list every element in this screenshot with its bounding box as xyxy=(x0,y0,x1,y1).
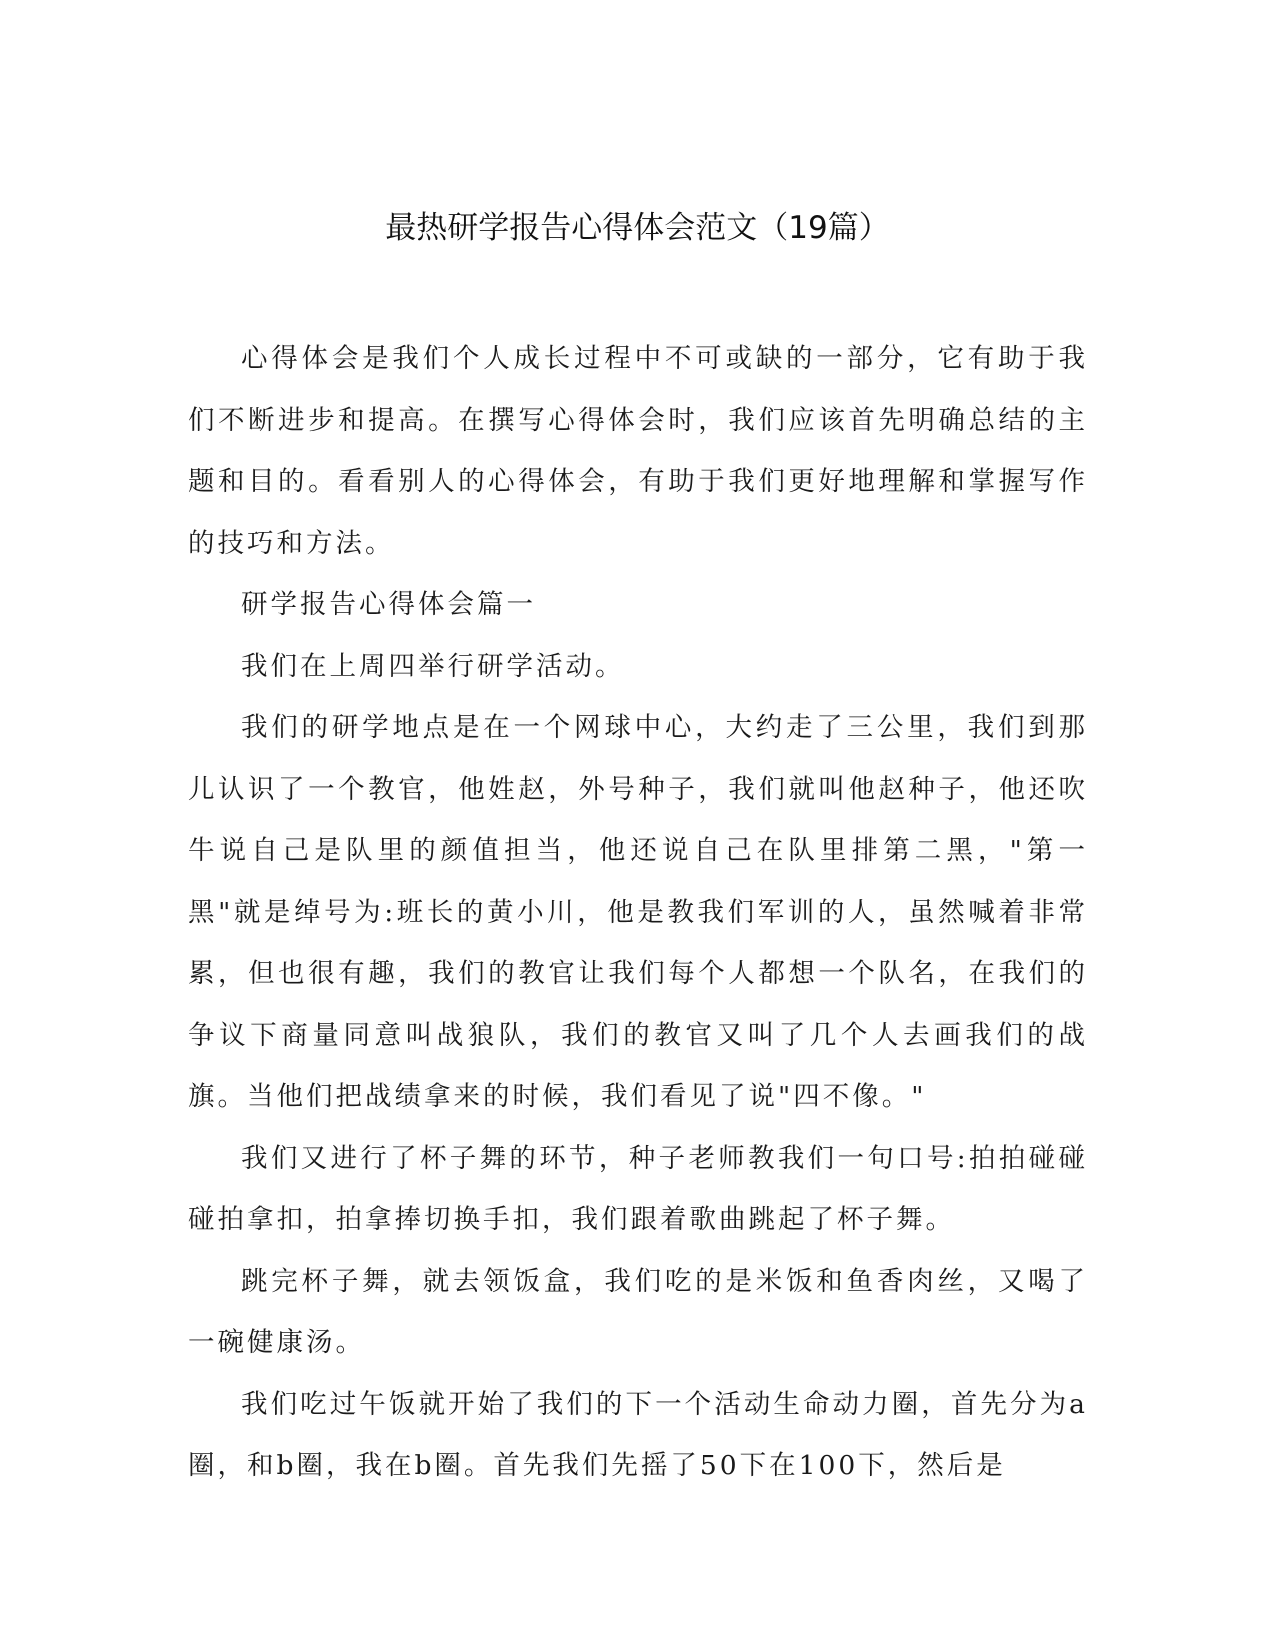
document-title: 最热研学报告心得体会范文（19篇） xyxy=(385,210,890,246)
body-paragraph: 我们吃过午饭就开始了我们的下一个活动生命动力圈，首先分为a圈，和b圈，我在b圈。首先我们先摇了50下在100下，然后是 xyxy=(188,1388,1088,1481)
document-body xyxy=(188,328,1088,1497)
body-paragraph: 我们在上周四举行研学活动。 xyxy=(241,650,625,682)
intro-paragraph: 心得体会是我们个人成长过程中不可或缺的一部分，它有助于我们不断进步和提高。在撰写心得体会时，我们应该首先明确总结的主题和目的。看看别人的心得体会，有助于我们更好地理解和掌握写作的技巧和方法。 xyxy=(188,343,1088,559)
section-heading: 研学报告心得体会篇一 xyxy=(241,589,536,620)
body-paragraph: 我们的研学地点是在一个网球中心，大约走了三公里，我们到那儿认识了一个教官，他姓赵，外号种子，我们就叫他赵种子，他还吹牛说自己是队里的颜值担当，他还说自己在队里排第二黑，"第一黑"就是绰号为:班长的黄小川，他是教我们军训的人，虽然喊着非常累，但也很有趣，我们的教官让我们每个人都想一个队名，在我们的争议下商量同意叫战狼队，我们的教官又叫了几个人去画我们的战旗。当他们把战绩拿来的时候，我们看见了说"四不像。" xyxy=(188,712,1088,1112)
body-paragraph: 跳完杯子舞，就去领饭盒，我们吃的是米饭和鱼香肉丝，又喝了一碗健康汤。 xyxy=(188,1265,1088,1358)
body-paragraph: 我们又进行了杯子舞的环节，种子老师教我们一句口号:拍拍碰碰碰拍拿扣，拍拿捧切换手扣，我们跟着歌曲跳起了杯子舞。 xyxy=(188,1142,1088,1235)
